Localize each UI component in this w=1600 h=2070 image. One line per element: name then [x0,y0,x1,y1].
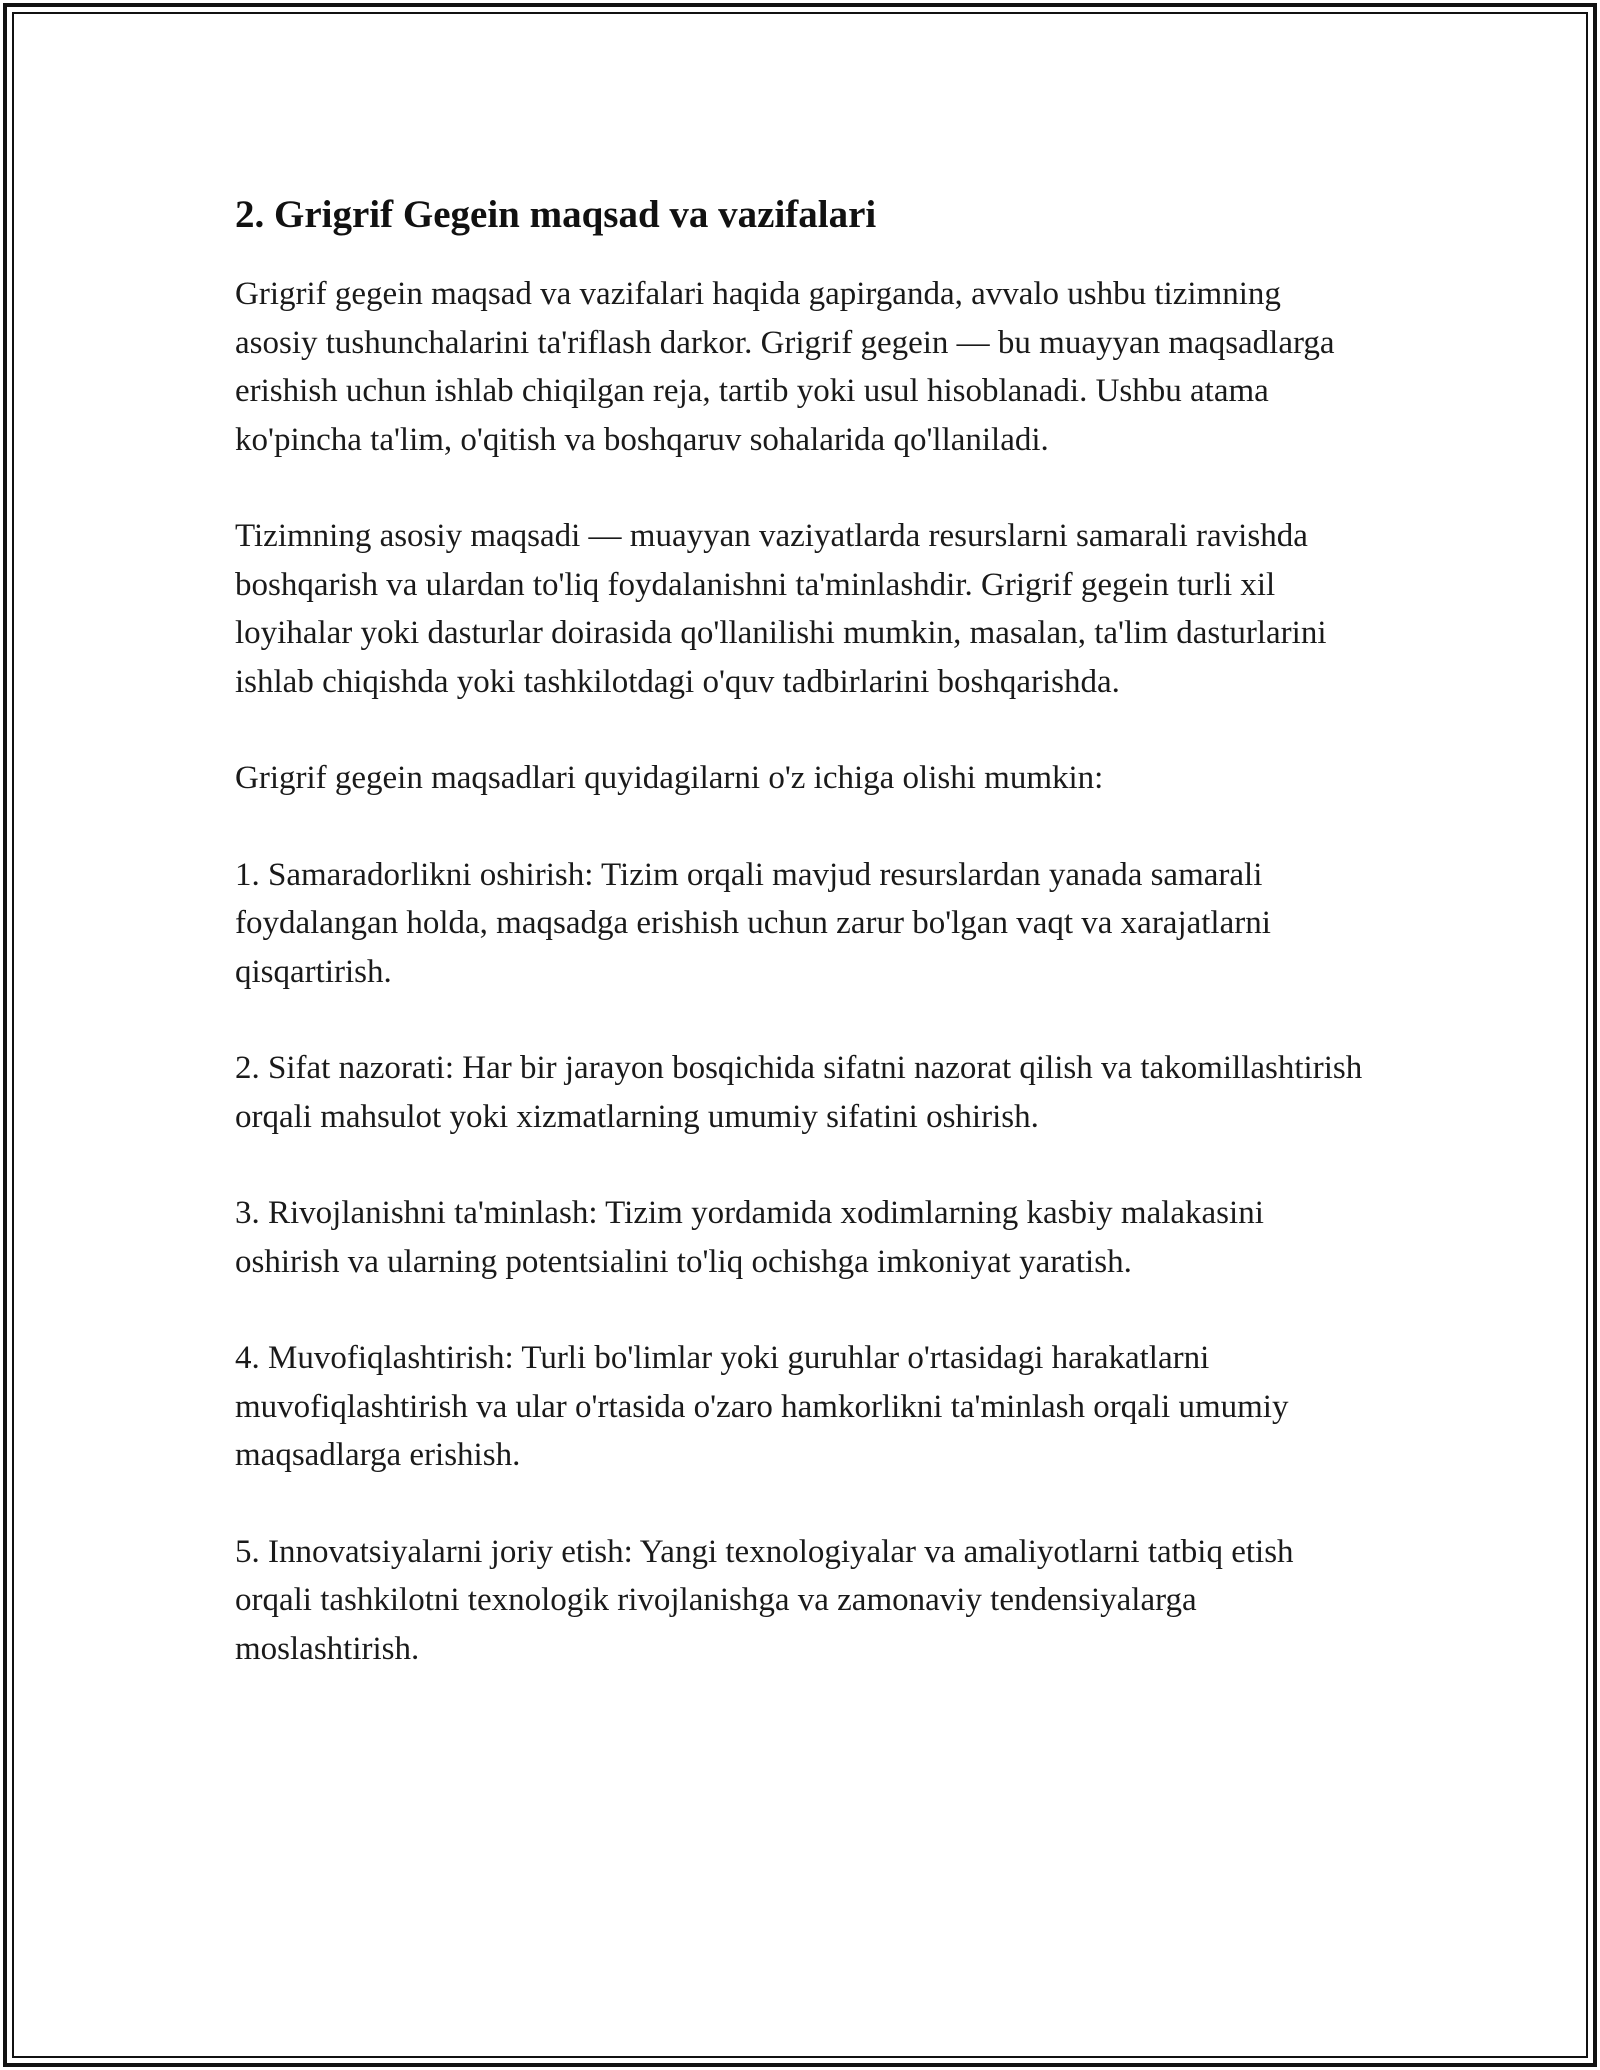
goal-item-5: 5. Innovatsiyalarni joriy etish: Yangi texnologiyalar va amaliyotlarni tatbiq etish orqali tashkilotni texnologik rivojlanishga va zamonaviy tendensiyalarga moslashtirish. [235,1533,1294,1667]
intro-paragraph: Grigrif gegein maqsad va vazifalari haqida gapirganda, avvalo ushbu tizimning asosiy tushunchalarini ta'riflash darkor. Grigrif gegein — bu muayyan maqsadlarga erishish uchun ishlab chiqilgan reja, tartib yoki usul hisoblanadi. Ushbu atama ko'pincha ta'lim, o'qitish va boshqaruv sohalarida qo'llaniladi. [235,276,1335,458]
goals-intro-paragraph: Grigrif gegein maqsadlari quyidagilarni o'z ichiga olishi mumkin: [235,760,1104,796]
goal-item-4: 4. Muvofiqlashtirish: Turli bo'limlar yoki guruhlar o'rtasidagi harakatlarni muvofiqlashtirish va ular o'rtasida o'zaro hamkorlikni ta'minlash orqali umumiy maqsadlarga erishish. [235,1340,1289,1473]
goal-item-2: 2. Sifat nazorati: Har bir jarayon bosqichida sifatni nazorat qilish va takomillashtirish orqali mahsulot yoki xizmatlarning umumiy sifatini oshirish. [235,1050,1363,1135]
purpose-paragraph: Tizimning asosiy maqsadi — muayyan vaziyatlarda resurslarni samarali ravishda boshqarish va ulardan to'liq foydalanishni ta'minlashdir. Grigrif gegein turli xil loyihalar yoki dasturlar doirasida qo'llanilishi mumkin, masalan, ta'lim dasturlarini ishlab chiqishda yoki tashkilotdagi o'quv tadbirlarini boshqarishda. [235,518,1327,700]
goal-item-3: 3. Rivojlanishni ta'minlash: Tizim yordamida xodimlarning kasbiy malakasini oshirish va ularning potentsialini to'liq ochishga imkoniyat yaratish. [235,1195,1264,1280]
section-title: 2. Grigrif Gegein maqsad va vazifalari [235,193,877,236]
document-body [235,190,1365,1721]
goal-item-1: 1. Samaradorlikni oshirish: Tizim orqali mavjud resurslardan yanada samarali foydalangan holda, maqsadga erishish uchun zarur bo'lgan vaqt va xarajatlarni qisqartirish. [235,856,1271,990]
